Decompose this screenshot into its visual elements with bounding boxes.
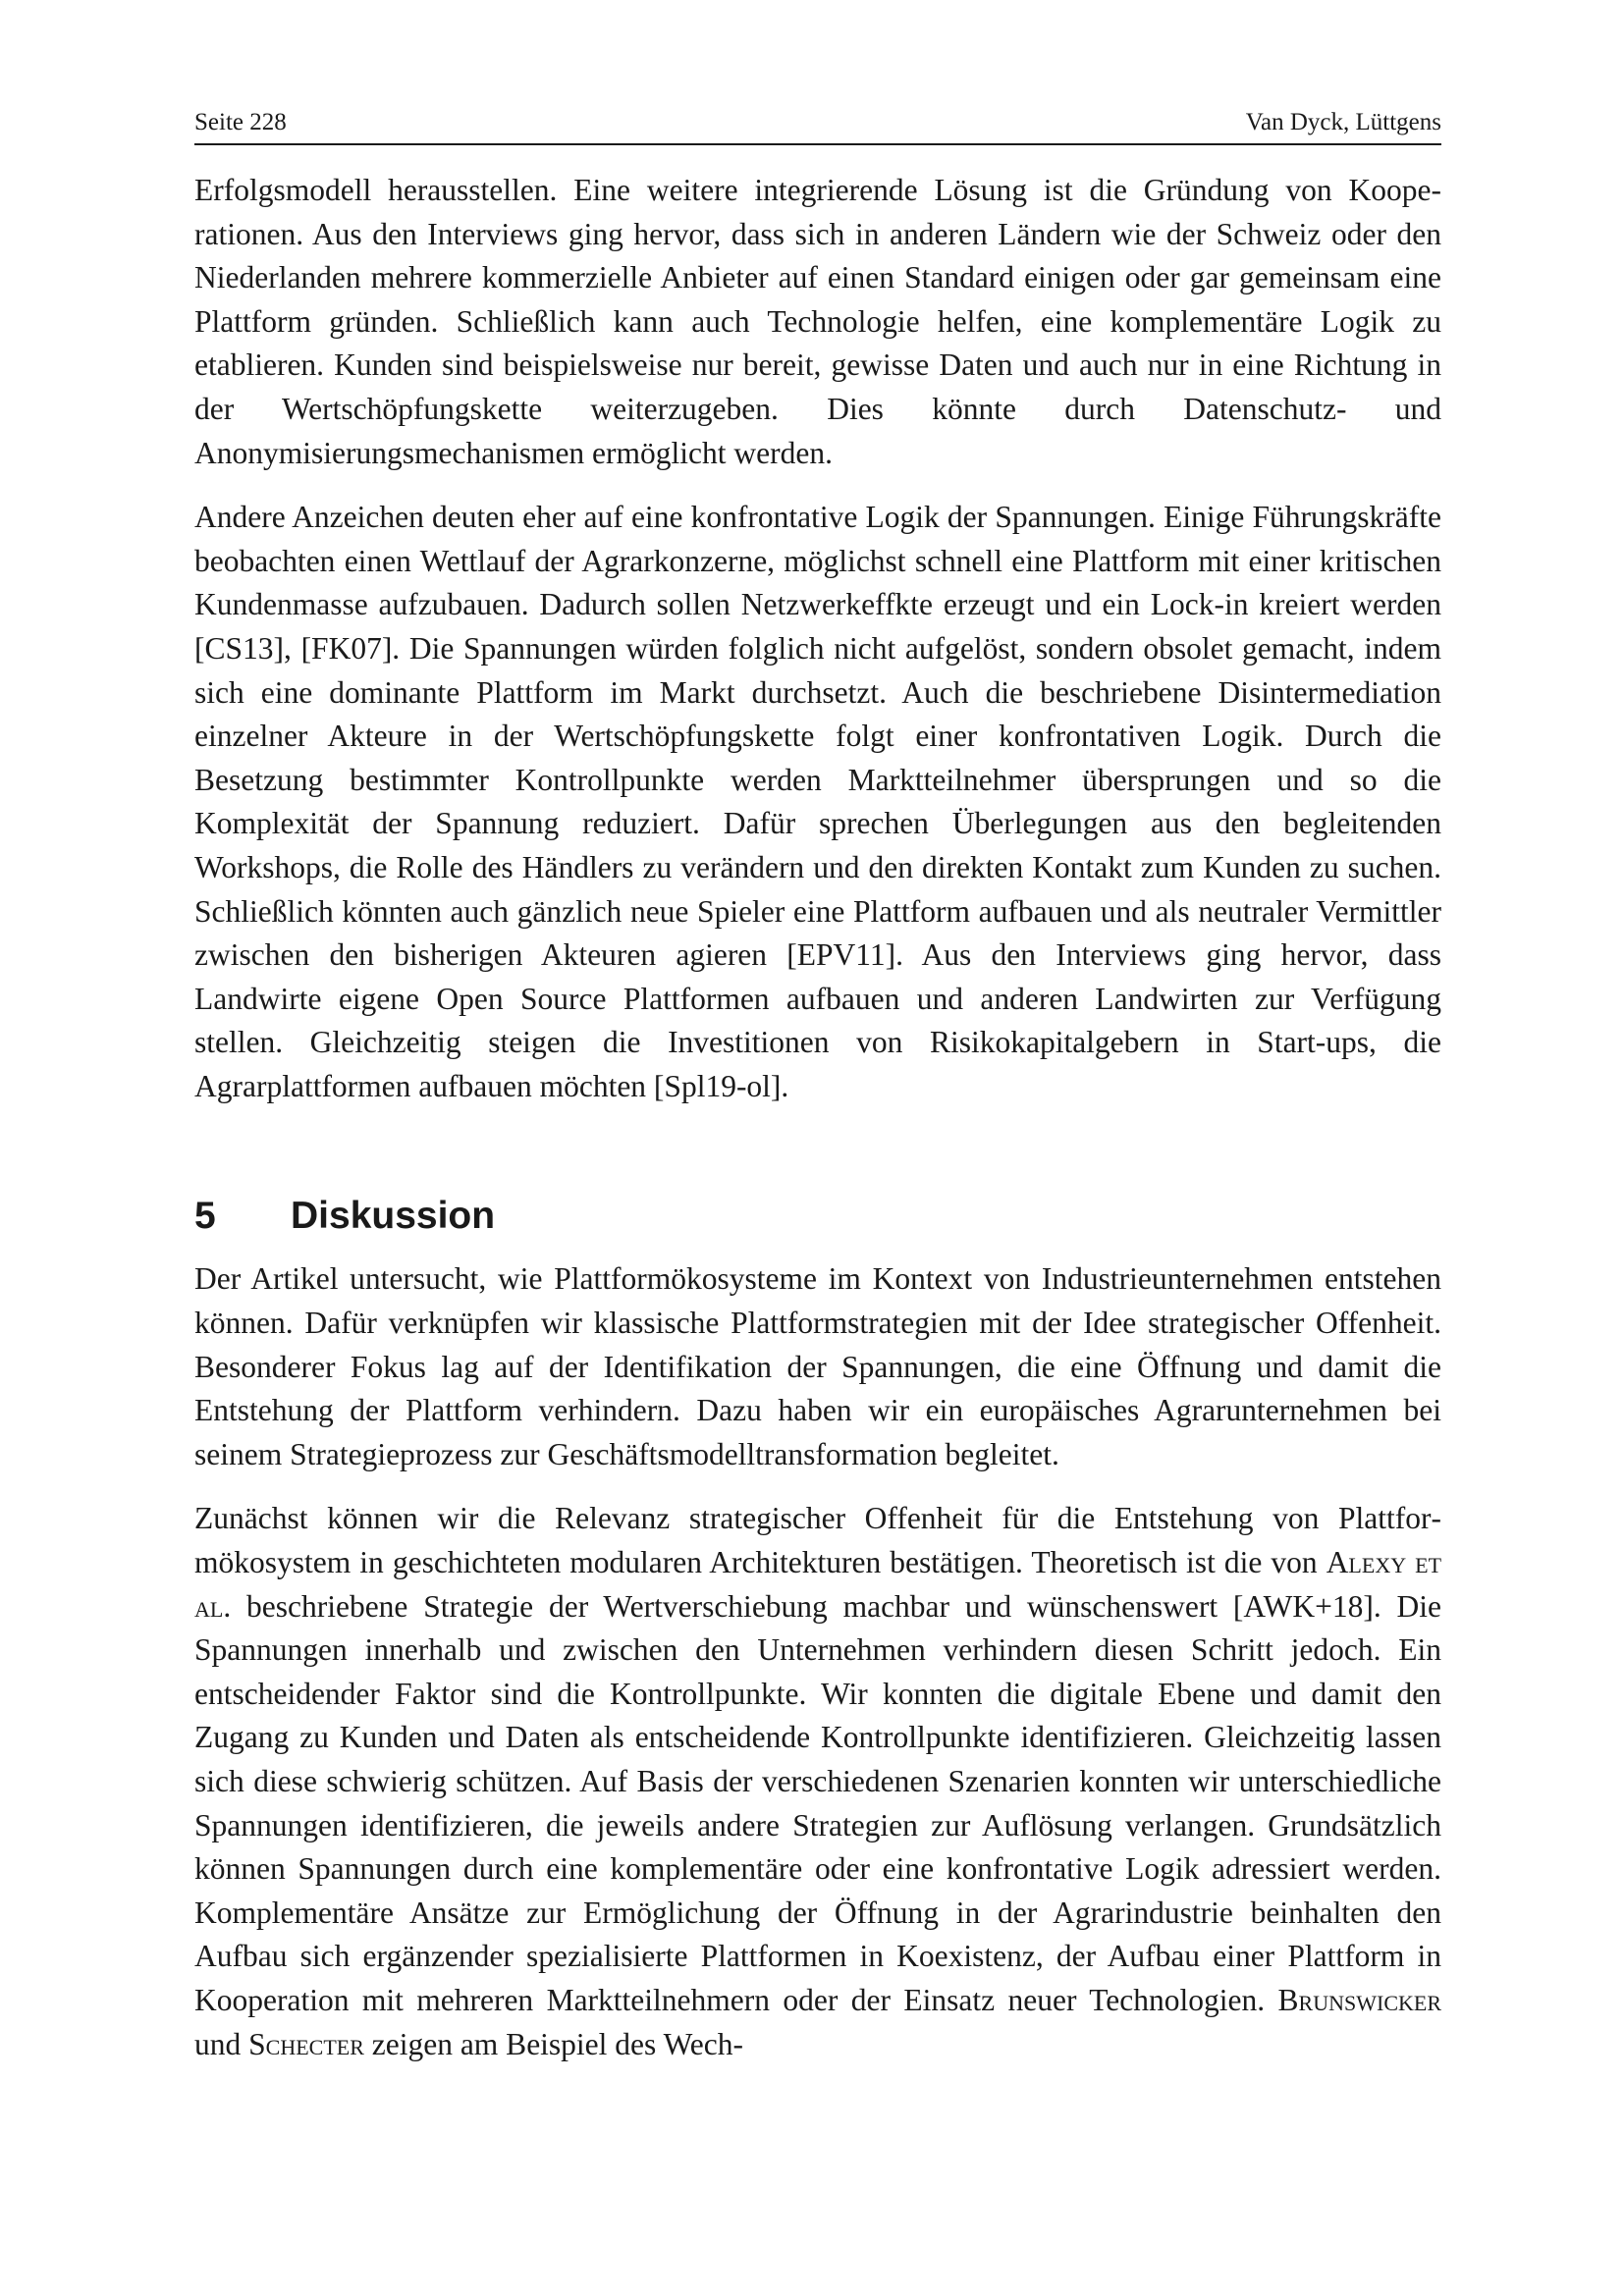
section-heading — [194, 1193, 1441, 1240]
section-title: Diskussion — [291, 1195, 496, 1238]
paragraph-4-text-1: Zunächst können wir die Relevanz strategischer Offenheit für die Entstehung von Plattformökosystem in geschichteten modularen Architekturen bestätigen. Theoretisch ist die von — [194, 1501, 1441, 1580]
paragraph-3: Der Artikel untersucht, wie Plattformökosysteme im Kontext von Industrieunternehmen entstehen können. Dafür verknüpfen wir klassische Plattformstrategien mit der Idee strategischer Offenheit. Besonderer Fokus lag auf der Identifikation der Spannungen, die eine Öffnung und damit die Entstehung der Plattform verhindern. Dazu haben wir ein europäisches Agrarunternehmen bei seinem Strategieprozess zur Geschäftsmodelltransformation begleitet. — [194, 1261, 1441, 1471]
paragraph-2: Andere Anzeichen deuten eher auf eine konfrontative Logik der Spannungen. Einige Führungskräfte beobachten einen Wettlauf der Agrarkonzerne, möglichst schnell eine Plattform mit einer kritischen Kundenmasse aufzubauen. Dadurch sollen Netzwerkeffkte erzeugt und ein Lock-in kreiert werden [CS13], [FK07]. Die Spannungen würden folglich nicht aufgelöst, sondern obsolet gemacht, indem sich eine dominante Plattform im Markt durchsetzt. Auch die beschriebene Disintermediation einzelner Akteure in der Wertschöpfungskette folgt einer konfrontativen Logik. Durch die Besetzung bestimmter Kontrollpunkte werden Marktteilnehmer übersprungen und so die Komplexität der Spannung reduziert. Dafür sprechen Überlegungen aus den begleitenden Workshops, die Rolle des Händlers zu verändern und den direkten Kontakt zum Kunden zu suchen. Schließlich könnten auch gänzlich neue Spieler eine Plattform aufbauen und als neutraler Vermittler zwischen den bisherigen Akteuren agieren [EPV11]. Aus den Interviews ging hervor, dass Landwirte eigene Open Source Plattformen aufbauen und anderen Landwirten zur Verfügung stellen. Gleichzeitig steigen die Investitionen von Risikokapitalgebern in Start-ups, die Agrarplattformen aufbauen möchten [Spl19-ol]. — [194, 500, 1441, 1103]
paragraph-1: Erfolgsmodell herausstellen. Eine weitere integrierende Lösung ist die Gründung von Kooperationen. Aus den Interviews ging hervor, dass sich in anderen Ländern wie der Schweiz oder den Niederlanden mehrere kommerzielle Anbieter auf einen Standard einigen oder gar gemeinsam eine Plattform gründen. Schließlich kann auch Technologie helfen, eine komplementäre Logik zu etablieren. Kunden sind beispielsweise nur bereit, gewisse Daten und auch nur in eine Richtung in der Wertschöpfungskette weiterzugeben. Dies könnte durch Datenschutz- und Anonymisierungsmechanismen ermöglicht werden. — [194, 173, 1441, 470]
running-head-authors: Van Dyck, Lüttgens — [1245, 109, 1441, 135]
page — [194, 108, 1441, 2066]
paragraph-4-text-3: und — [194, 2026, 249, 2061]
running-head — [194, 108, 1441, 145]
body-text — [194, 169, 1441, 2066]
section-number: 5 — [194, 1195, 216, 1238]
paragraph-4 — [194, 1497, 1441, 2066]
author-citation-schecter: Schecter — [248, 2026, 364, 2061]
paragraph-4-text-2: beschriebene Strategie der Wertverschiebung machbar und wünschenswert [AWK+18]. Die Spannungen innerhalb und zwischen den Unternehmen verhindern diesen Schritt jedoch. Ein entscheidender Faktor sind die Kontrollpunkte. Wir konnten die digitale Ebene und damit den Zugang zu Kunden und Daten als entscheidende Kontrollpunkte identifizieren. Gleichzeitig lassen sich diese schwierig schützen. Auf Basis der verschiedenen Szenarien konnten wir unterschiedliche Spannungen identifizieren, die jeweils andere Strategien zur Auflösung verlangen. Grundsätzlich können Spannungen durch eine komplementäre oder eine konfrontative Logik adressiert werden. Komplementäre Ansätze zur Ermöglichung der Öffnung in der Agrarindustrie beinhalten den Aufbau sich ergänzender spezialisierte Plattformen in Koexistenz, der Aufbau einer Plattform in Kooperation mit mehreren Marktteilnehmern oder der Einsatz neuer Technologien. — [194, 1588, 1441, 2017]
author-citation-brunswicker: Brunswicker — [1277, 1982, 1441, 2017]
page-number-label: Seite 228 — [194, 109, 287, 135]
paragraph-4-text-4: zeigen am Beispiel des Wech- — [363, 2026, 743, 2061]
author-citation-alexy: Alexy et al. — [194, 1545, 1442, 1624]
